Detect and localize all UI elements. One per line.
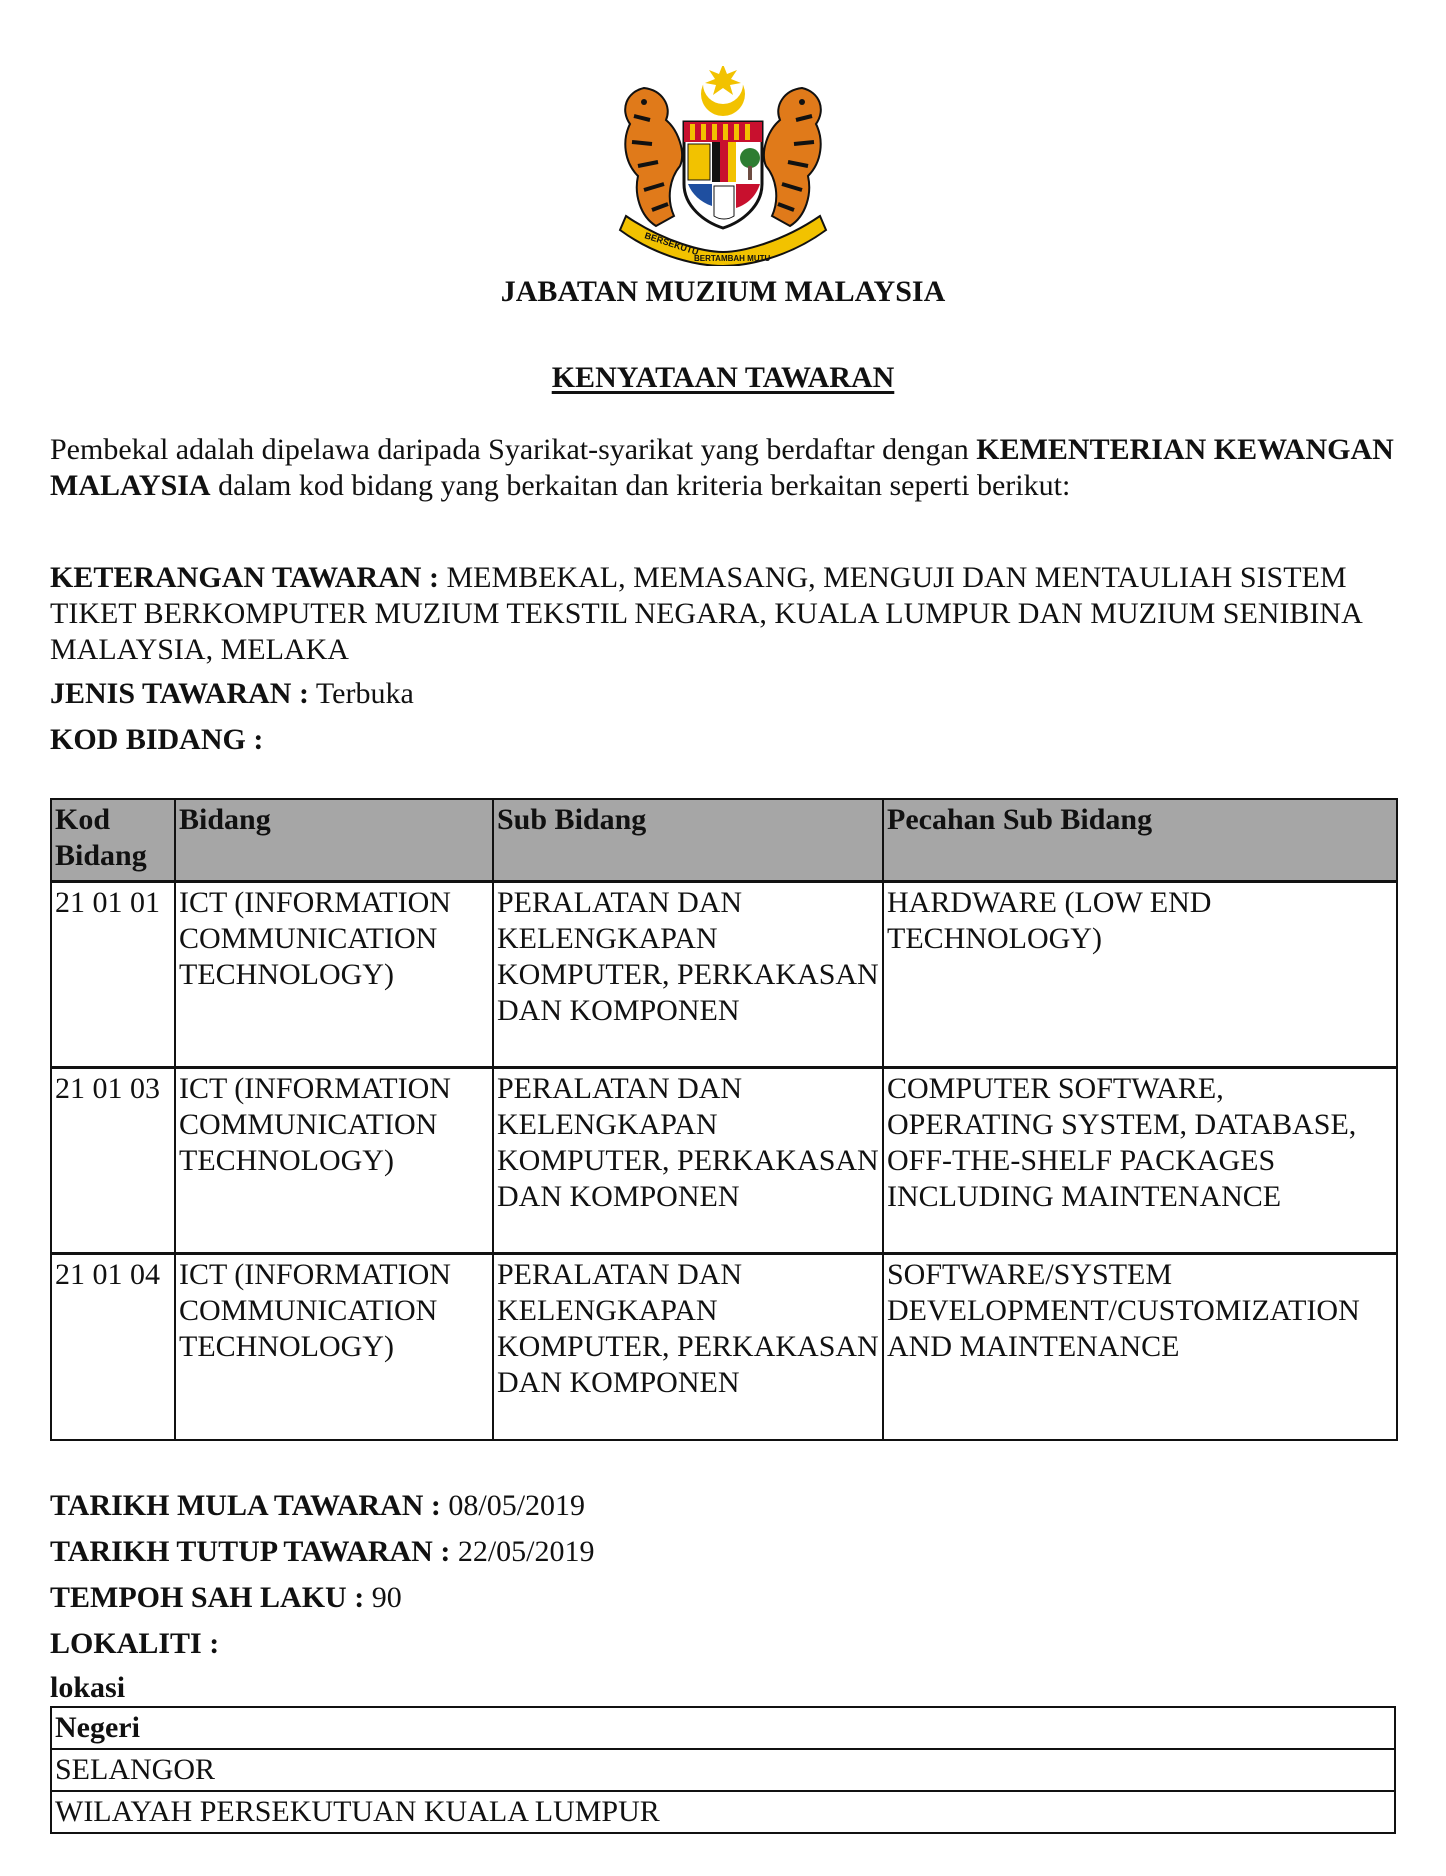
table-header-row	[51, 1707, 1395, 1749]
table-header-row	[51, 799, 1397, 882]
right-tiger-icon	[764, 88, 821, 226]
column-header: Sub Bidang	[493, 799, 883, 882]
table-row	[51, 882, 1397, 1068]
pecahan-cell: HARDWARE (LOW END TECHNOLOGY)	[883, 882, 1397, 1068]
tarikh-tutup: TARIKH TUTUP TAWARAN : 22/05/2019	[50, 1535, 595, 1568]
tempoh-sah-laku: TEMPOH SAH LAKU : 90	[50, 1581, 402, 1614]
lokasi-table	[50, 1706, 1396, 1834]
jenis-tawaran: JENIS TAWARAN : Terbuka	[50, 677, 414, 710]
kod-cell: 21 01 04	[51, 1254, 175, 1440]
negeri-cell: SELANGOR	[51, 1749, 1395, 1791]
table-row	[51, 1791, 1395, 1833]
table-row	[51, 1068, 1397, 1254]
kod-cell: 21 01 01	[51, 882, 175, 1068]
coat-of-arms-logo	[604, 66, 842, 266]
svg-text:BERTAMBAH MUTU: BERTAMBAH MUTU	[694, 254, 771, 263]
intro-paragraph: Pembekal adalah dipelawa daripada Syarikat-syarikat yang berdaftar dengan KEMENTERIAN KEWANGAN MALAYSIA dalam kod bidang yang berkaitan dan kriteria berkaitan seperti berikut:	[50, 433, 1394, 502]
bidang-cell: ICT (INFORMATION COMMUNICATION TECHNOLOGY)	[175, 1254, 493, 1440]
pecahan-cell: COMPUTER SOFTWARE, OPERATING SYSTEM, DATABASE, OFF-THE-SHELF PACKAGES INCLUDING MAINTENANCE	[883, 1068, 1397, 1254]
column-header: Negeri	[51, 1707, 1395, 1749]
sub-bidang-cell: PERALATAN DAN KELENGKAPAN KOMPUTER, PERKAKASAN DAN KOMPONEN	[493, 1254, 883, 1440]
shield-icon	[684, 122, 762, 228]
keterangan-label: KETERANGAN TAWARAN :	[50, 561, 439, 594]
svg-text:BERSEKUTU: BERSEKUTU	[643, 230, 700, 258]
kod-bidang-table	[50, 798, 1398, 1441]
table-row	[51, 1749, 1395, 1791]
bidang-cell: ICT (INFORMATION COMMUNICATION TECHNOLOGY)	[175, 882, 493, 1068]
tarikh-mula: TARIKH MULA TAWARAN : 08/05/2019	[50, 1489, 586, 1522]
column-header: Bidang	[175, 799, 493, 882]
page-title: KENYATAAN TAWARAN	[551, 361, 895, 394]
sub-bidang-cell: PERALATAN DAN KELENGKAPAN KOMPUTER, PERKAKASAN DAN KOMPONEN	[493, 1068, 883, 1254]
negeri-cell: WILAYAH PERSEKUTUAN KUALA LUMPUR	[51, 1791, 1395, 1833]
star-crescent-icon	[701, 66, 745, 116]
kod-cell: 21 01 03	[51, 1068, 175, 1254]
pecahan-cell: SOFTWARE/SYSTEM DEVELOPMENT/CUSTOMIZATION AND MAINTENANCE	[883, 1254, 1397, 1440]
sub-bidang-cell: PERALATAN DAN KELENGKAPAN KOMPUTER, PERKAKASAN DAN KOMPONEN	[493, 882, 883, 1068]
kod-bidang-label: KOD BIDANG :	[50, 723, 264, 756]
left-tiger-icon	[625, 88, 682, 226]
column-header: Kod Bidang	[51, 799, 175, 882]
bidang-cell: ICT (INFORMATION COMMUNICATION TECHNOLOGY)	[175, 1068, 493, 1254]
keterangan-value: MEMBEKAL, MEMASANG, MENGUJI DAN MENTAULIAH SISTEM TIKET BERKOMPUTER MUZIUM TEKSTIL NEGARA, KUALA LUMPUR DAN MUZIUM SENIBINA MALAYSIA, MELAKA	[50, 561, 1362, 666]
column-header: Pecahan Sub Bidang	[883, 799, 1397, 882]
lokasi-title: lokasi	[50, 1671, 126, 1704]
keterangan-tawaran	[50, 560, 1395, 668]
lokaliti-label: LOKALITI :	[50, 1627, 220, 1660]
table-row	[51, 1254, 1397, 1440]
agency-name: JABATAN MUZIUM MALAYSIA	[500, 275, 946, 308]
